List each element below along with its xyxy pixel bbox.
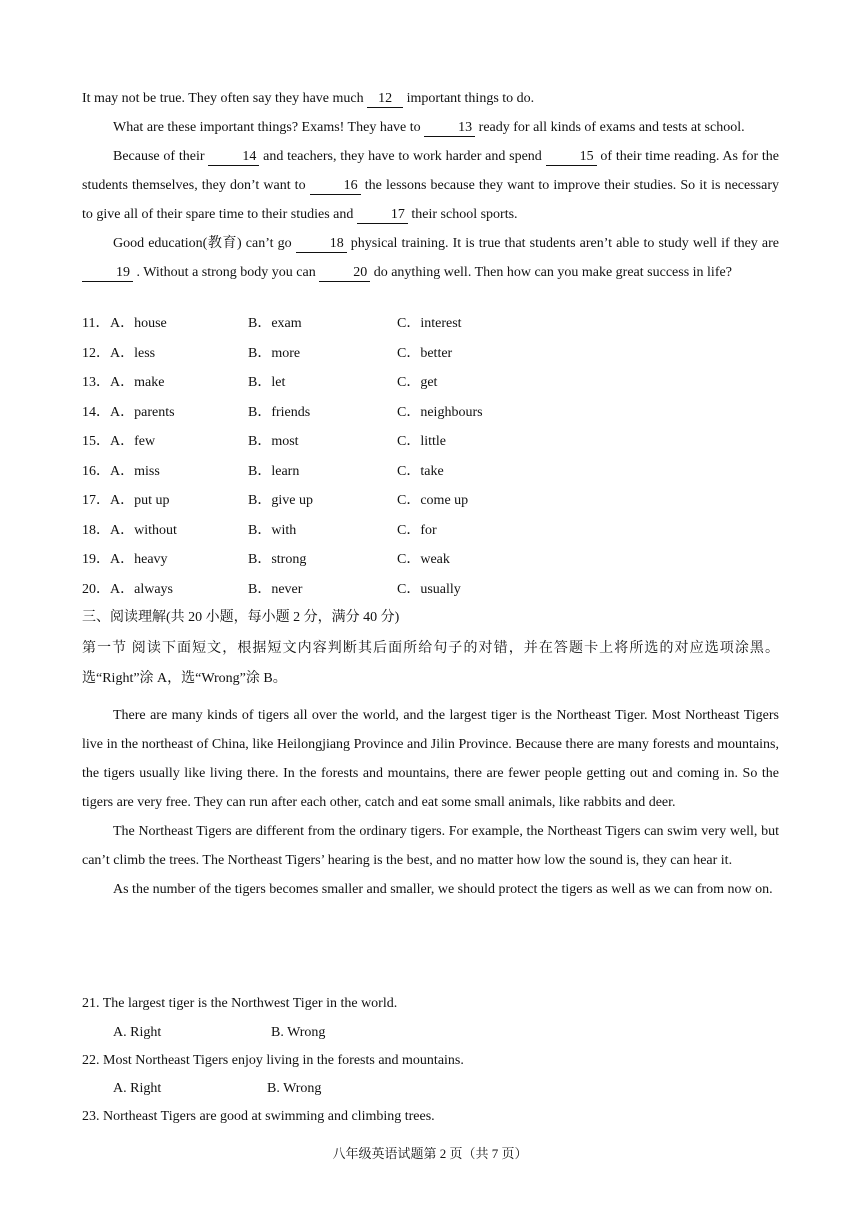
blank-16: 16 xyxy=(310,178,361,195)
question-number: 17． xyxy=(82,493,110,508)
option-b: B．most xyxy=(248,434,299,449)
option-b: B．let xyxy=(248,375,286,390)
blank-12: 12 xyxy=(367,91,403,108)
blank-15: 15 xyxy=(546,149,597,166)
text-run: . Without a strong body you can xyxy=(133,265,320,280)
option-c: C．usually xyxy=(397,582,461,597)
question-number: 16． xyxy=(82,464,110,479)
option-b: B．give up xyxy=(248,493,313,508)
blank-20: 20 xyxy=(319,265,370,282)
cloze-paragraph-0 xyxy=(82,84,779,113)
question-number: 18． xyxy=(82,523,110,538)
question-22-option-a: A. Right xyxy=(113,1081,162,1096)
option-b: B．friends xyxy=(248,405,311,420)
option-c: C．better xyxy=(397,346,453,361)
question-23: 23. Northeast Tigers are good at swimming and climbing trees. xyxy=(82,1109,435,1124)
text-run: of their time reading. As for the students themselves, they don’t want to xyxy=(82,149,779,193)
text-run: important things to do. xyxy=(403,91,535,106)
question-number: 11． xyxy=(82,316,110,331)
option-a: A．put up xyxy=(110,493,170,508)
text-run: physical training. It is true that students aren’t able to study well if they are xyxy=(346,236,779,251)
text-run: do anything well. Then how can you make great success in life? xyxy=(370,265,732,280)
question-number: 12． xyxy=(82,346,110,361)
text-run: What are these important things? Exams! They have to xyxy=(113,120,425,135)
question-21: 21. The largest tiger is the Northwest Tiger in the world. xyxy=(82,996,398,1011)
reading-paragraph-1: There are many kinds of tigers all over the world, and the largest tiger is the Northeast Tiger. Most Northeast Tigers live in the northeast of China, like Heilongjiang Province and Jilin Province. Because there are many forests and mountains, the tigers usually like living there. In the forests and mountains, there are fewer people getting out and coming in. So the tigers are very free. They can run after each other, catch and eat some small animals, like rabbits and deer. xyxy=(82,708,779,810)
option-a: A．heavy xyxy=(110,552,168,567)
question-22: 22. Most Northeast Tigers enjoy living in the forests and mountains. xyxy=(82,1053,464,1068)
option-c: C．weak xyxy=(397,552,450,567)
option-a: A．make xyxy=(110,375,165,390)
question-21-option-a: A. Right xyxy=(113,1025,162,1040)
cloze-passage xyxy=(82,84,779,287)
blank-13: 13 xyxy=(424,120,475,137)
question-number: 13． xyxy=(82,375,110,390)
option-a: A．without xyxy=(110,523,177,538)
section-heading: 三、阅读理解(共 20 小题，每小题 2 分，满分 40 分) xyxy=(82,610,400,625)
question-22-option-b: B. Wrong xyxy=(267,1081,322,1096)
option-a: A．parents xyxy=(110,405,175,420)
option-c: C．for xyxy=(397,523,437,538)
option-b: B．never xyxy=(248,582,303,597)
option-a: A．miss xyxy=(110,464,160,479)
option-b: B．more xyxy=(248,346,301,361)
option-c: C．interest xyxy=(397,316,462,331)
reading-passage xyxy=(82,701,779,904)
blank-19: 19 xyxy=(82,265,133,282)
section-instruction: 第一节 阅读下面短文，根据短文内容判断其后面所给句子的对错，并在答题卡上将所选的对应选项涂黑。选“Right”涂 A，选“Wrong”涂 B。 xyxy=(82,641,779,686)
reading-paragraph-2: The Northeast Tigers are different from the ordinary tigers. For example, the Northeast Tigers can swim very well, but can’t climb the trees. The Northeast Tigers’ hearing is the best, and no matter how low the sound is, they can hear it. xyxy=(82,824,779,868)
option-b: B．strong xyxy=(248,552,307,567)
option-b: B．with xyxy=(248,523,297,538)
option-a: A．few xyxy=(110,434,156,449)
text-run: Good education(教育) can’t go xyxy=(113,236,296,251)
text-run: their school sports. xyxy=(407,207,518,222)
option-a: A．house xyxy=(110,316,167,331)
text-run: and teachers, they have to work harder and spend xyxy=(259,149,546,164)
question-number: 14． xyxy=(82,405,110,420)
blank-17: 17 xyxy=(357,207,408,224)
text-run: the lessons because they want to improve their studies. So it is necessary to give all of their spare time to their studies and xyxy=(82,178,779,222)
question-21-option-b: B. Wrong xyxy=(271,1025,326,1040)
reading-paragraph-3: As the number of the tigers becomes smaller and smaller, we should protect the tigers as well as we can from now on. xyxy=(113,882,773,897)
option-c: C．take xyxy=(397,464,444,479)
text-run: Because of their xyxy=(113,149,209,164)
option-c: C．neighbours xyxy=(397,405,483,420)
option-c: C．come up xyxy=(397,493,469,508)
cloze-paragraph-2 xyxy=(82,142,779,229)
text-run: It may not be true. They often say they have much xyxy=(82,91,368,106)
option-b: B．learn xyxy=(248,464,300,479)
option-c: C．get xyxy=(397,375,438,390)
blank-18: 18 xyxy=(296,236,347,253)
option-a: A．always xyxy=(110,582,173,597)
option-c: C．little xyxy=(397,434,446,449)
blank-14: 14 xyxy=(208,149,259,166)
option-a: A．less xyxy=(110,346,156,361)
cloze-paragraph-3 xyxy=(82,229,779,287)
question-number: 19． xyxy=(82,552,110,567)
question-number: 15． xyxy=(82,434,110,449)
page-footer: 八年级英语试题第 2 页（共 7 页） xyxy=(332,1146,528,1161)
option-b: B．exam xyxy=(248,316,302,331)
question-number: 20． xyxy=(82,582,110,597)
text-run: ready for all kinds of exams and tests at school. xyxy=(475,120,745,135)
cloze-paragraph-1 xyxy=(82,113,779,142)
